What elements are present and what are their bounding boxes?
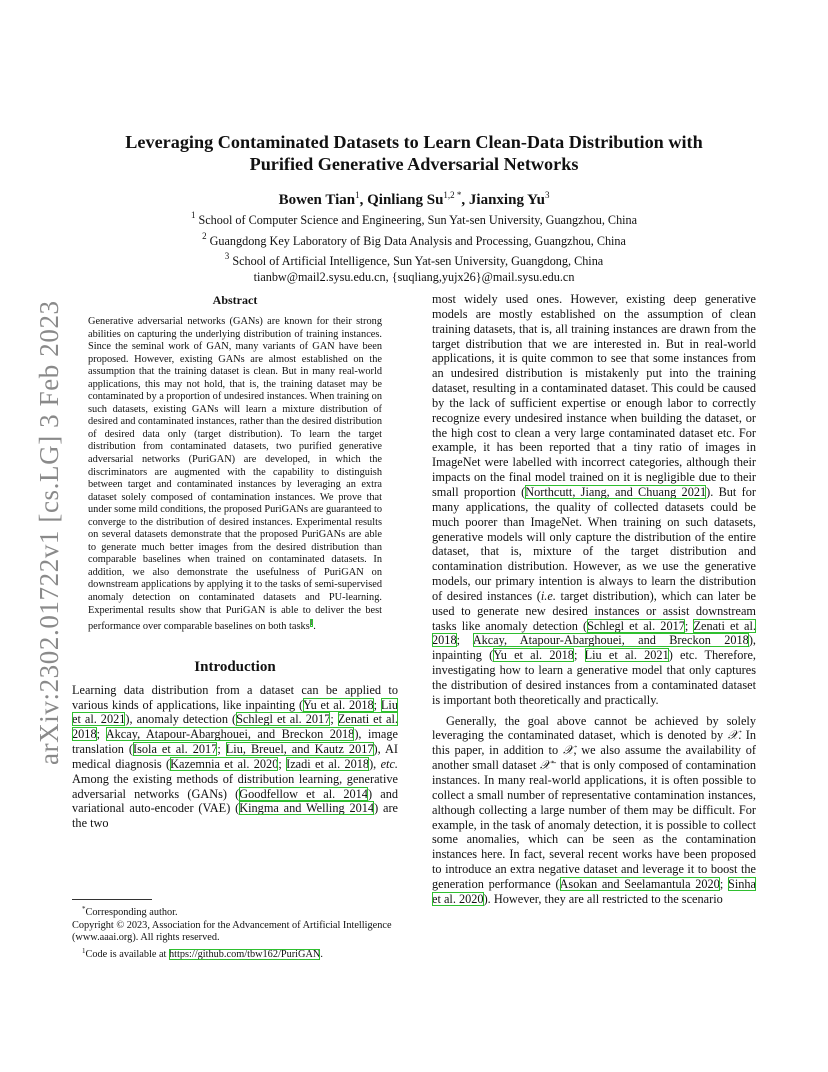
text-run: that is only composed of contamination instances. In many real-world applications, it is often possible to collect a small number of representative contamination instances, although collecting a large number of them may be difficult. For example, in the task of anomaly detection, it is possible to collect some anomalies, which can be seen as the contamination instances here. In fact, several recent works have been proposed to introduce an extra negative dataset and leverage it to boost the generation performance ( <box>432 758 756 891</box>
math-symbol: 𝒳 <box>727 728 739 743</box>
text-run: ; <box>684 618 694 633</box>
citation-link[interactable]: Sinha et al. 2020 <box>432 876 756 906</box>
text-run: ; <box>330 712 338 727</box>
text-run: ). But for many applications, the quality of collected datasets could be much poorer than ImageNet. When training on such datasets, generative models will only capture the distribution of the entire dataset, that is, mixture of the target distribution and contamination distribution. However, as we use the generative models, our primary intention is always to learn the distribution of desired instances ( <box>432 484 756 603</box>
body-paragraph-2 <box>432 714 756 907</box>
citation-link[interactable]: Isola et al. 2017 <box>133 742 218 757</box>
text-run: ; <box>573 648 585 663</box>
text-run: most widely used ones. However, existing deep generative models are mostly established on the assumption of clean training datasets, that is, all training instances are drawn from the target distribution that we are interested in. But in real-world applications, it is quite common to see that some instances from an undesired distribution is mistakenly put into the training dataset, resulting in a contaminated dataset. This could be caused by the lack of sufficient expertise or enough labor to correctly recognize every undesired instance when building the dataset, or the high cost to clean a very large contaminated dataset etc. For example, it has been reported that a tiny ratio of images in ImageNet were labelled with incorrect categories, although their impacts on the final model trained on it is negligible due to their small proportion ( <box>432 292 756 499</box>
left-column <box>72 292 398 831</box>
text-run: i.e. <box>540 588 556 603</box>
text-run: Learning data distribution from a dataset can be applied to various kinds of applications, like inpainting ( <box>72 682 398 712</box>
text-run: ). However, they are all restricted to the scenario <box>483 891 723 906</box>
author-3-affil: 3 <box>544 190 550 200</box>
affiliation-3-text: School of Artificial Intelligence, Sun Yat-sen University, Guangdong, China <box>232 254 604 269</box>
text-run: ), inpainting ( <box>432 633 756 663</box>
author-3: Jianxing Yu <box>468 192 545 208</box>
citation-link[interactable]: Liu et al. 2021 <box>584 648 669 663</box>
citation-link[interactable]: Schlegl et al. 2017 <box>587 618 685 633</box>
affiliation-2-text: Guangdong Key Laboratory of Big Data Analysis and Processing, Guangzhou, China <box>209 233 626 248</box>
affiliation-2-mark: 2 <box>202 230 207 241</box>
right-column <box>432 292 756 907</box>
citation-link[interactable]: Akcay, Atapour-Abarghouei, and Breckon 2018 <box>105 727 355 742</box>
text-run: ; <box>373 697 381 712</box>
abstract-body: Generative adversarial networks (GANs) are known for their strong abilities on capturing the underlying distribution of training instances. Since the seminal work of GAN, many variants of GAN have been proposed. However, existing GANs are almost established on the assumption that the training dataset is clean. But in many real-world applications, this may not hold, that is, the training dataset may be contaminated by a proportion of undesired instances. When training on such datasets, existing GANs will learn a mixture distribution of desired and contaminated instances, rather than the desired distribution of desired data only (target distribution). To learn the target distribution from contaminated datasets, two purified generative adversarial networks (PuriGAN) are developed, in which the discriminators are augmented with the capability to distinguish between target and contaminated instances by leveraging an extra dataset solely composed of contamination instances. We prove that under some mild conditions, the proposed PuriGANs are guaranteed to converge to the distribution of desired instances. Experimental results on several datasets demonstrate that the proposed PuriGANs are able to generate much better images from the desired distribution than comparable baselines when trained on contaminated datasets. In addition, we also demonstrate the usefulness of PuriGAN on downstream applications by applying it to the tasks of semi-supervised anomaly detection on contaminated datasets and PU-learning. Experimental results show that PuriGAN is able to deliver the best performance over comparable baselines on both tasks$^1$. <box>88 316 382 633</box>
footnote-text: Code is available at <box>85 948 169 960</box>
arxiv-stamp <box>14 295 64 765</box>
affiliations <box>90 208 738 285</box>
citation-link[interactable]: Liu et al. 2021 <box>72 697 398 727</box>
author-1-affil: 1 <box>355 190 360 200</box>
citation-link[interactable]: Izadi et al. 2018 <box>286 756 370 771</box>
math-symbol: 𝒳 <box>562 743 574 758</box>
author-1: Bowen Tian <box>278 192 356 208</box>
body-paragraph-1 <box>432 292 756 708</box>
arxiv-stamp-text: arXiv:2302.01722v1 [cs.LG] 3 Feb 2023 <box>34 300 64 765</box>
math-symbol: 𝒳⁻ <box>539 758 557 773</box>
abstract-text: Generative adversarial networks (GANs) are known for their strong abilities on capturing the underlying distribution of training instances. Since the seminal work of GAN, many variants of GAN have been proposed. However, existing GANs are almost established on the assumption that the training dataset is clean. But in many real-world applications, this may not hold, that is, the training dataset may be contaminated by a proportion of undesired instances. When training on such datasets, existing GANs will learn a mixture distribution of desired and contaminated instances, rather than the desired distribution of desired data only (target distribution). To learn the target distribution from contaminated datasets, two purified generative adversarial networks (PuriGAN) are developed, in which the discriminators are augmented with the capability to distinguish between target and contaminated instances by leveraging an extra dataset solely composed of contamination instances. We prove that under some mild conditions, the proposed PuriGANs are guaranteed to converge to the distribution of desired instances. Experimental results on several datasets demonstrate that the proposed PuriGANs are able to generate much better images from the desired distribution than comparable baselines when trained on contaminated datasets. In addition, we also demonstrate the usefulness of PuriGAN on downstream applications by applying it to the tasks of semi-supervised anomaly detection on contaminated datasets and PU-learning. Experimental results show that PuriGAN is able to deliver the best performance over comparable baselines on both tasks <box>88 316 382 633</box>
citation-link[interactable]: Liu, Breuel, and Kautz 2017 <box>225 742 374 757</box>
affiliation-2 <box>90 229 738 250</box>
abstract-heading: Abstract <box>212 293 258 307</box>
footnote-text: Corresponding author. <box>85 907 178 918</box>
affiliation-1-text: School of Computer Science and Engineering, Sun Yat-sen University, Guangzhou, China <box>198 213 638 227</box>
text-run: target distribution), which can later be used to generate new desired instances or assist downstream tasks like anomaly detection ( <box>432 588 756 633</box>
footnote-mark: 1 <box>82 946 86 955</box>
citation-link[interactable]: Schlegl et al. 2017 <box>236 712 331 727</box>
text-run: ), AI medical diagnosis ( <box>72 742 399 771</box>
text-run: ; <box>96 727 106 742</box>
affiliation-3 <box>90 249 738 270</box>
footnote-code <box>72 945 398 962</box>
text-run: ) are the two <box>72 801 398 831</box>
author-2: Qinliang Su <box>367 192 444 208</box>
affiliation-3-mark: 3 <box>224 251 230 262</box>
text-run: Among the existing methods of distribution learning, generative adversarial networks (GANs) ( <box>72 771 398 801</box>
text-run: ; <box>217 742 226 757</box>
affiliation-1 <box>90 208 738 229</box>
introduction-heading: Introduction <box>194 658 276 675</box>
title-line-1: Leveraging Contaminated Datasets to Learn Clean-Data Distribution with <box>125 132 703 152</box>
citation-link[interactable]: Kazemnia et al. 2020 <box>170 756 279 771</box>
text-run: ), <box>369 756 381 771</box>
copyright-notice: Copyright © 2023, Association for the Advancement of Artificial Intelligence (www.aaai.org). All rights reserved. <box>72 919 392 944</box>
footnotes <box>72 899 398 961</box>
author-list: Bowen Tian$^1$, Qinliang $Su^{1,2 *}$, Jianxing Yu$^3$ <box>278 190 550 208</box>
citation-link[interactable]: Asokan and Seelamantula 2020 <box>559 876 720 891</box>
citation-link[interactable]: Akcay, Atapour-Abarghouei, and Breckon 2018 <box>472 633 749 648</box>
footnote-corresponding <box>72 903 398 920</box>
citation-link[interactable]: Kingma and Welling 2014 <box>239 801 375 816</box>
footnote-rule <box>72 899 152 900</box>
text-run: ) and variational auto-encoder (VAE) ( <box>72 786 398 816</box>
text-run: ; <box>278 756 287 771</box>
intro-paragraph <box>72 683 398 831</box>
affiliation-1-mark: 1 <box>190 210 196 220</box>
citation-link[interactable]: Yu et al. 2018 <box>493 648 574 663</box>
author-2-affil: 1,2 * <box>443 190 462 200</box>
title-line-2: Purified Generative Adversarial Networks <box>249 154 579 174</box>
footnote-text: . <box>320 948 323 960</box>
citation-link[interactable]: Zenati et al. 2018 <box>432 618 756 648</box>
citation-link[interactable]: Goodfellow et al. 2014 <box>239 786 368 801</box>
paper-title <box>90 131 738 175</box>
text-run: etc. <box>380 756 398 771</box>
footnote-mark: * <box>82 905 86 913</box>
code-url-link[interactable]: https://github.com/tbw162/PuriGAN <box>169 948 321 960</box>
text-run: ; <box>719 876 728 891</box>
text-run: ) etc. Therefore, investigating how to learn a generative model that only captures the distribution of desired instances from a contaminated dataset is important both theoretically and practically. <box>432 648 756 707</box>
text-run: Generally, the goal above cannot be achieved by solely leveraging the contaminated dataset, which is denoted by <box>432 713 756 743</box>
citation-link[interactable]: Northcutt, Jiang, and Chuang 2021 <box>525 484 707 499</box>
citation-link[interactable]: Zenati et al. 2018 <box>72 712 398 742</box>
text-run: ; <box>456 633 473 648</box>
text-run: ), anomaly detection ( <box>125 712 237 727</box>
citation-link[interactable]: Yu et al. 2018 <box>303 697 374 712</box>
text-run: . In this paper, in addition to <box>432 728 756 758</box>
text-run: , we also assume the availability of another small dataset <box>432 743 756 773</box>
author-emails: tianbw@mail2.sysu.edu.cn, {suqliang,yujx26}@mail.sysu.edu.cn <box>253 269 575 284</box>
text-run: ), image translation ( <box>72 727 398 757</box>
footnote-ref-1[interactable]: 1 <box>309 619 314 628</box>
